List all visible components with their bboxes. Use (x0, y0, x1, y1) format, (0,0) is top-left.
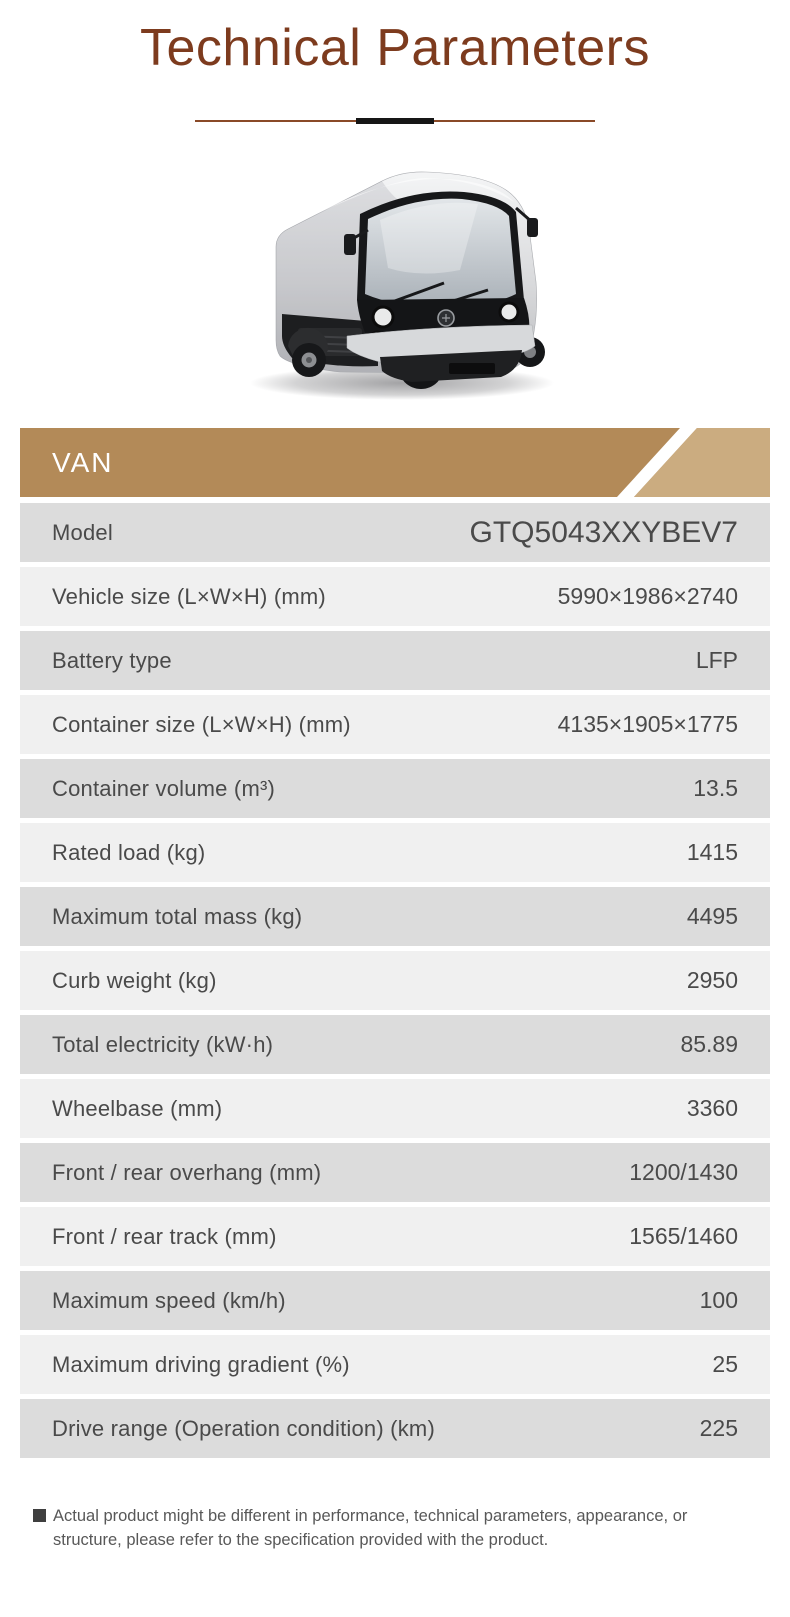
van-image (230, 150, 560, 410)
row-label: Maximum total mass (kg) (52, 903, 303, 929)
table-header-label: VAN (52, 446, 114, 478)
row-label: Maximum driving gradient (%) (52, 1351, 350, 1377)
disclaimer-text: Actual product might be different in performance, technical parameters, appearance, or structure, please refer to the specification provided with the product. (53, 1507, 688, 1549)
row-value: 225 (699, 1415, 738, 1441)
row-value: 5990×1986×2740 (557, 583, 738, 609)
row-value: 3360 (686, 1095, 738, 1121)
square-bullet-icon (33, 1509, 46, 1522)
bumper-badge (449, 363, 495, 374)
row-label: Curb weight (kg) (52, 967, 217, 993)
row-label: Container volume (m³) (52, 775, 276, 801)
title-divider (195, 118, 595, 124)
row-label: Wheelbase (mm) (52, 1095, 223, 1121)
table-row (20, 887, 770, 946)
divider-accent-bar (356, 118, 434, 124)
row-value: 1565/1460 (629, 1223, 738, 1249)
row-label: Battery type (52, 647, 172, 673)
row-value: 1200/1430 (629, 1159, 738, 1185)
side-mirror-right (527, 218, 538, 237)
disclaimer (33, 1504, 757, 1552)
row-label: Container size (L×W×H) (mm) (52, 711, 351, 737)
row-value: 1415 (686, 839, 738, 865)
table-row (20, 823, 770, 882)
spec-table (20, 428, 770, 1458)
table-row (20, 1143, 770, 1202)
table-row (20, 695, 770, 754)
side-mirror-left (344, 234, 356, 255)
spec-rows (20, 503, 770, 1458)
table-row (20, 503, 770, 562)
row-label: Model (52, 519, 113, 545)
row-value: 4135×1905×1775 (557, 711, 738, 737)
table-row (20, 759, 770, 818)
row-value: 25 (712, 1351, 738, 1377)
product-photo (230, 150, 560, 410)
row-value: 100 (699, 1287, 738, 1313)
table-row (20, 1335, 770, 1394)
row-label: Drive range (Operation condition) (km) (52, 1415, 435, 1441)
row-value: 13.5 (693, 775, 738, 801)
row-label: Maximum speed (km/h) (52, 1287, 286, 1313)
table-row (20, 1399, 770, 1458)
headlight-right (500, 303, 518, 321)
row-value: 85.89 (680, 1031, 738, 1057)
row-value: LFP (695, 647, 738, 673)
table-row (20, 1271, 770, 1330)
row-value: 2950 (686, 967, 738, 993)
row-value: 4495 (686, 903, 738, 929)
table-row (20, 951, 770, 1010)
table-row (20, 631, 770, 690)
table-header-band (20, 428, 770, 497)
table-row (20, 1079, 770, 1138)
page-title: Technical Parameters (140, 19, 650, 77)
row-label: Vehicle size (L×W×H) (mm) (52, 583, 326, 609)
row-value: GTQ5043XXYBEV7 (469, 515, 738, 549)
table-row (20, 567, 770, 626)
row-label: Front / rear overhang (mm) (52, 1159, 322, 1185)
table-row (20, 1207, 770, 1266)
row-label: Front / rear track (mm) (52, 1223, 277, 1249)
row-label: Total electricity (kW·h) (52, 1031, 274, 1057)
row-label: Rated load (kg) (52, 839, 206, 865)
table-row (20, 1015, 770, 1074)
headlight-left (373, 307, 393, 327)
